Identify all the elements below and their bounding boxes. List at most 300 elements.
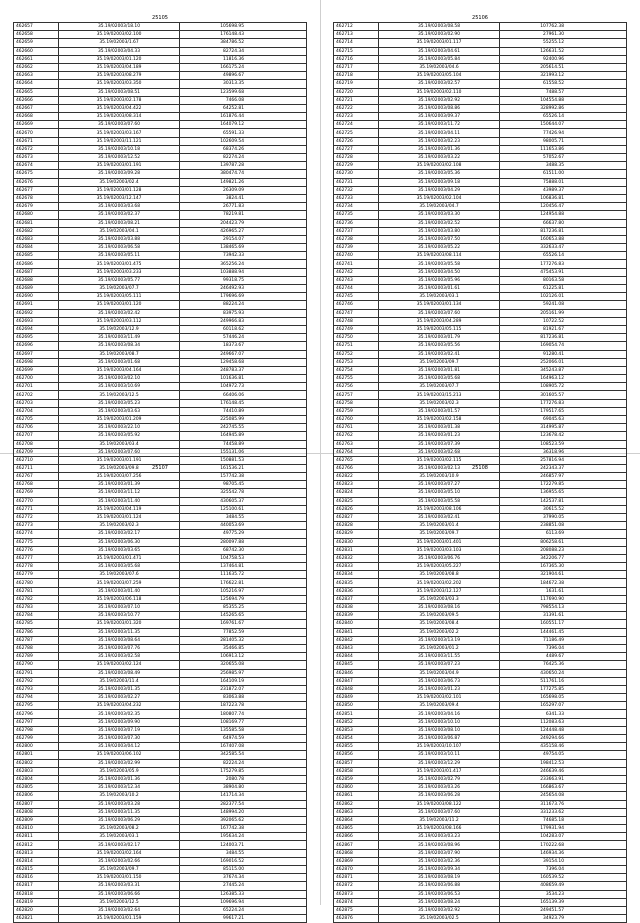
amount-cell: 177276.83 (500, 260, 627, 268)
amount-cell: 37674.34 (180, 874, 307, 882)
row-id-cell: 462867 (334, 841, 379, 849)
amount-cell: 99318.75 (180, 276, 307, 284)
amount-cell: 105216.97 (180, 587, 307, 595)
amount-cell: 160551.17 (500, 620, 627, 628)
row-id-cell: 462776 (14, 546, 59, 554)
table-row (14, 309, 307, 317)
reference-cell: 35.19/02003/10.11 (379, 751, 500, 759)
table-row (14, 579, 307, 587)
amount-cell: 104554.88 (500, 96, 627, 104)
amount-cell: 6113.69 (500, 530, 627, 538)
reference-cell: 35.19/02003/18.10 (59, 23, 180, 31)
reference-cell: 35.19/02003/05.58 (379, 497, 500, 505)
table-row (334, 31, 627, 39)
amount-cell: 29154.07 (180, 235, 307, 243)
row-id-cell: 462660 (14, 47, 59, 55)
reference-cell: 35.19/02003/05.92 (59, 432, 180, 440)
row-id-cell: 462783 (14, 604, 59, 612)
table-row (14, 612, 307, 620)
reference-cell: 35.19/02003/06.29 (59, 816, 180, 824)
table-row (14, 546, 307, 554)
table-row (334, 841, 627, 849)
panel-25107 (13, 464, 307, 923)
row-id-cell: 462695 (14, 334, 59, 342)
row-id-cell: 462668 (14, 113, 59, 121)
amount-cell: 167407.08 (180, 743, 307, 751)
row-id-cell: 462764 (334, 448, 379, 456)
amount-cell: 106913.12 (180, 653, 307, 661)
amount-cell: 35466.85 (180, 644, 307, 652)
amount-cell: 7466.08 (180, 96, 307, 104)
amount-cell: 82274.24 (180, 154, 307, 162)
reference-cell: 35.19/02003/02.10 (59, 375, 180, 383)
amount-cell: 123678.42 (500, 432, 627, 440)
row-id-cell: 462730 (334, 170, 379, 178)
reference-cell: 35.19/02003/01.68 (59, 358, 180, 366)
amount-cell: 77426.94 (500, 129, 627, 137)
amount-cell: 246639.46 (500, 767, 627, 775)
data-table (13, 472, 307, 923)
row-id-cell: 462840 (334, 620, 379, 628)
amount-cell: 82724.34 (180, 47, 307, 55)
reference-cell: 35.19/02003/09.4 (379, 702, 500, 710)
amount-cell: 160653.88 (500, 235, 627, 243)
amount-cell: 160539.52 (500, 874, 627, 882)
reference-cell: 35.19/02003/07.19 (59, 726, 180, 734)
reference-cell: 35.19/02003/12.9 (59, 325, 180, 333)
row-id-cell: 462874 (334, 898, 379, 906)
row-id-cell: 462805 (14, 784, 59, 792)
table-row (14, 129, 307, 137)
reference-cell: 35.19/02003/02.104 (379, 194, 500, 202)
table-row (14, 55, 307, 63)
amount-cell: 39154.10 (500, 857, 627, 865)
row-id-cell: 462832 (334, 554, 379, 562)
table-row (334, 489, 627, 497)
table-row (334, 72, 627, 80)
amount-cell: 145265.65 (180, 612, 307, 620)
reference-cell: 35.19/02003/09.28 (59, 170, 180, 178)
reference-cell: 35.19/02003/02.92 (379, 906, 500, 914)
amount-cell: 124954.88 (500, 211, 627, 219)
row-id-cell: 462811 (14, 833, 59, 841)
amount-cell: 806258.61 (500, 538, 627, 546)
reference-cell: 35.19/02003/03.350 (59, 80, 180, 88)
amount-cell: 136955.65 (500, 489, 627, 497)
reference-cell: 35.19/02003/05.58 (379, 260, 500, 268)
reference-cell: 35.19/02003/04.12 (59, 743, 180, 751)
table-row (334, 88, 627, 96)
table-row (334, 317, 627, 325)
amount-cell: 204423.79 (180, 219, 307, 227)
row-id-cell: 462720 (334, 88, 379, 96)
amount-cell: 49775.29 (180, 530, 307, 538)
reference-cell: 35.19/02003/08.21 (59, 219, 180, 227)
table-row (334, 915, 627, 923)
row-id-cell: 462786 (14, 628, 59, 636)
table-row (14, 759, 307, 767)
panel-title: 25107 (152, 465, 168, 471)
panel-25105 (13, 14, 307, 473)
amount-cell: 166175.24 (180, 63, 307, 71)
amount-cell: 64974.59 (180, 735, 307, 743)
amount-cell: 187223.78 (180, 702, 307, 710)
reference-cell: 35.19/02003/07.39 (379, 440, 500, 448)
reference-cell: 35.19/02003/08.166 (379, 825, 500, 833)
amount-cell: 257816.94 (500, 456, 627, 464)
table-row (14, 554, 307, 562)
reference-cell: 35.19/02003/10.107 (379, 743, 500, 751)
reference-cell: 35.19/02003/12.34 (59, 784, 180, 792)
amount-cell: 817236.81 (500, 334, 627, 342)
row-id-cell: 462777 (14, 554, 59, 562)
reference-cell: 35.19/02003/01.150 (59, 874, 180, 882)
amount-cell: 111653.86 (500, 145, 627, 153)
table-row (334, 366, 627, 374)
amount-cell: 161536.21 (180, 465, 307, 473)
reference-cell: 35.19/02003/02.68 (379, 448, 500, 456)
table-row (14, 628, 307, 636)
table-row (14, 710, 307, 718)
reference-cell: 35.19/02003/02.41 (379, 350, 500, 358)
table-row (14, 301, 307, 309)
row-id-cell: 462861 (334, 792, 379, 800)
reference-cell: 35.19/02003/04.11 (379, 129, 500, 137)
reference-cell: 35.19/02003/08.4 (379, 620, 500, 628)
amount-cell: 81921.67 (500, 325, 627, 333)
amount-cell: 155131.06 (180, 448, 307, 456)
reference-cell: 35.19/02003/13.19 (379, 636, 500, 644)
row-id-cell: 462675 (14, 170, 59, 178)
table-row (334, 513, 627, 521)
row-id-cell: 462710 (14, 456, 59, 464)
amount-cell: 7488.57 (500, 88, 627, 96)
reference-cell: 35.19/02003/02.124 (59, 661, 180, 669)
reference-cell: 35.19/02003/1.67 (59, 39, 180, 47)
amount-cell: 176622.81 (180, 579, 307, 587)
row-id-cell: 462737 (334, 227, 379, 235)
amount-cell: 426965.27 (180, 227, 307, 235)
reference-cell: 35.19/02003/05.11 (59, 252, 180, 260)
amount-cell: 342585.54 (180, 751, 307, 759)
reference-cell: 35.19/02003/01.320 (59, 620, 180, 628)
amount-cell: 65591.33 (180, 129, 307, 137)
table-row (334, 244, 627, 252)
table-row (334, 702, 627, 710)
reference-cell: 35.19/02003/11.55 (379, 653, 500, 661)
amount-cell: 150644.07 (500, 121, 627, 129)
row-id-cell: 462871 (334, 874, 379, 882)
table-row (334, 448, 627, 456)
row-id-cell: 462738 (334, 235, 379, 243)
table-row (334, 113, 627, 121)
amount-cell: 231872.07 (180, 685, 307, 693)
table-row (14, 154, 307, 162)
table-row (334, 432, 627, 440)
table-row (14, 317, 307, 325)
amount-cell: 6341.33 (500, 710, 627, 718)
reference-cell: 35.19/02003/06.87 (379, 735, 500, 743)
amount-cell: 112083.63 (500, 718, 627, 726)
table-row (14, 137, 307, 145)
table-row (334, 726, 627, 734)
amount-cell: 164945.89 (180, 432, 307, 440)
reference-cell: 35.19/02003/04.164 (59, 366, 180, 374)
row-id-cell: 462665 (14, 88, 59, 96)
row-id-cell: 462845 (334, 661, 379, 669)
amount-cell: 108169.77 (180, 718, 307, 726)
amount-cell: 198412.53 (500, 759, 627, 767)
table-row (14, 178, 307, 186)
amount-cell: 149821.26 (180, 178, 307, 186)
table-row (334, 473, 627, 481)
table-row (14, 260, 307, 268)
amount-cell: 129458.68 (180, 358, 307, 366)
table-row (14, 88, 307, 96)
row-id-cell: 462858 (334, 767, 379, 775)
reference-cell: 35.19/02003/11.4 (59, 677, 180, 685)
table-row (14, 890, 307, 898)
amount-cell: 27445.24 (180, 882, 307, 890)
row-id-cell: 462796 (14, 710, 59, 718)
row-id-cell: 462733 (334, 194, 379, 202)
table-row (334, 825, 627, 833)
row-id-cell: 462828 (334, 522, 379, 530)
table-row (14, 530, 307, 538)
panel-title: 25108 (472, 465, 488, 471)
row-id-cell: 462793 (14, 685, 59, 693)
reference-cell: 35.19/02003/02.79 (379, 775, 500, 783)
row-id-cell: 462740 (334, 252, 379, 260)
row-id-cell: 462800 (14, 743, 59, 751)
table-row (14, 121, 307, 129)
row-id-cell: 462763 (334, 440, 379, 448)
amount-cell: 126385.33 (180, 890, 307, 898)
row-id-cell: 462823 (334, 481, 379, 489)
amount-cell: 75888.01 (500, 178, 627, 186)
reference-cell: 35.19/02003/01.120 (59, 301, 180, 309)
table-row (14, 39, 307, 47)
reference-cell: 35.19/02003/10.77 (59, 612, 180, 620)
amount-cell: 252066.01 (500, 358, 627, 366)
amount-cell: 321904.61 (500, 571, 627, 579)
amount-cell: 169761.67 (180, 620, 307, 628)
row-id-cell: 462856 (334, 751, 379, 759)
table-row (14, 571, 307, 579)
reference-cell: 35.19/02003/01.417 (379, 767, 500, 775)
row-id-cell: 462770 (14, 497, 59, 505)
table-row (334, 792, 627, 800)
row-id-cell: 462757 (334, 391, 379, 399)
row-id-cell: 462704 (14, 407, 59, 415)
reference-cell: 35.19/02003/01.23 (379, 685, 500, 693)
table-row (14, 219, 307, 227)
table-row (334, 808, 627, 816)
row-id-cell: 462736 (334, 219, 379, 227)
reference-cell: 35.19/02003/02.23 (379, 137, 500, 145)
table-row (334, 325, 627, 333)
row-id-cell: 462813 (14, 849, 59, 857)
table-row (334, 816, 627, 824)
table-row (334, 759, 627, 767)
reference-cell: 35.19/02003/03.26 (379, 784, 500, 792)
row-id-cell: 462855 (334, 743, 379, 751)
row-id-cell: 462797 (14, 718, 59, 726)
table-row (14, 325, 307, 333)
amount-cell: 205614.51 (500, 63, 627, 71)
reference-cell: 35.19/02003/06.102 (59, 751, 180, 759)
reference-cell: 35.19/02003/05.36 (379, 170, 500, 178)
row-id-cell: 462824 (334, 489, 379, 497)
table-row (14, 661, 307, 669)
amount-cell: 179517.65 (500, 407, 627, 415)
amount-cell: 61511.00 (500, 170, 627, 178)
table-row (14, 595, 307, 603)
row-id-cell: 462758 (334, 399, 379, 407)
row-id-cell: 462690 (14, 293, 59, 301)
row-id-cell: 462827 (334, 513, 379, 521)
row-id-cell: 462876 (334, 915, 379, 923)
table-row (14, 735, 307, 743)
reference-cell: 35.19/02003/01.191 (59, 162, 180, 170)
amount-cell: 125100.61 (180, 505, 307, 513)
amount-cell: 49896.67 (180, 72, 307, 80)
amount-cell: 384786.52 (180, 39, 307, 47)
table-row (334, 170, 627, 178)
table-row (334, 154, 627, 162)
table-row (14, 375, 307, 383)
row-id-cell: 462808 (14, 808, 59, 816)
reference-cell: 35.19/02003/09.7 (59, 866, 180, 874)
reference-cell: 35.19/02003/07.76 (59, 644, 180, 652)
reference-cell: 35.19/02003/05.56 (379, 342, 500, 350)
reference-cell: 35.19/02003/02.37 (59, 211, 180, 219)
row-id-cell: 462676 (14, 178, 59, 186)
row-id-cell: 462795 (14, 702, 59, 710)
amount-cell: 98705.45 (180, 481, 307, 489)
amount-cell: 120456.47 (500, 203, 627, 211)
table-row (334, 301, 627, 309)
amount-cell: 179696.69 (180, 293, 307, 301)
table-row (334, 350, 627, 358)
reference-cell: 35.19/02003/12.147 (59, 194, 180, 202)
table-row (14, 293, 307, 301)
row-id-cell: 462873 (334, 890, 379, 898)
row-id-cell: 462755 (334, 375, 379, 383)
amount-cell: 242745.55 (180, 424, 307, 432)
table-row (14, 170, 307, 178)
amount-cell: 169054.74 (500, 342, 627, 350)
table-row (14, 481, 307, 489)
amount-cell: 107762.38 (500, 23, 627, 31)
row-id-cell: 462791 (14, 669, 59, 677)
amount-cell: 64252.81 (180, 104, 307, 112)
row-id-cell: 462754 (334, 366, 379, 374)
amount-cell: 65526.14 (500, 252, 627, 260)
reference-cell: 35.19/02003/03.1 (379, 293, 500, 301)
reference-cell: 35.19/02003/04.29 (379, 186, 500, 194)
table-row (14, 906, 307, 914)
row-id-cell: 462760 (334, 416, 379, 424)
amount-cell: 311673.76 (500, 800, 627, 808)
amount-cell: 91280.41 (500, 350, 627, 358)
table-row (334, 260, 627, 268)
amount-cell: 30313.35 (180, 80, 307, 88)
row-id-cell: 462686 (14, 260, 59, 268)
table-row (334, 784, 627, 792)
table-row (14, 538, 307, 546)
table-row (14, 874, 307, 882)
row-id-cell: 462802 (14, 759, 59, 767)
row-id-cell: 462694 (14, 325, 59, 333)
table-row (14, 72, 307, 80)
table-row (14, 342, 307, 350)
row-id-cell: 462780 (14, 579, 59, 587)
amount-cell: 256985.97 (180, 669, 307, 677)
row-id-cell: 462741 (334, 260, 379, 268)
reference-cell: 35.19/02003/05.22 (379, 244, 500, 252)
table-row (334, 399, 627, 407)
reference-cell: 35.19/02003/06.58 (59, 244, 180, 252)
table-row (14, 383, 307, 391)
amount-cell: 65526.14 (500, 113, 627, 121)
row-id-cell: 462681 (14, 219, 59, 227)
amount-cell: 3824.41 (180, 194, 307, 202)
row-id-cell: 462688 (14, 276, 59, 284)
row-id-cell: 462778 (14, 563, 59, 571)
amount-cell: 314995.87 (500, 424, 627, 432)
table-row (334, 80, 627, 88)
table-row (334, 857, 627, 865)
row-id-cell: 462750 (334, 334, 379, 342)
table-row (334, 268, 627, 276)
amount-cell: 3488.35 (500, 162, 627, 170)
reference-cell: 35.19/02003/06.88 (379, 882, 500, 890)
table-row (334, 661, 627, 669)
table-row (334, 334, 627, 342)
table-row (14, 587, 307, 595)
row-id-cell: 462771 (14, 505, 59, 513)
amount-cell: 342206.77 (500, 554, 627, 562)
reference-cell: 35.19/02003/10.69 (59, 383, 180, 391)
row-id-cell: 462707 (14, 432, 59, 440)
amount-cell: 77852.59 (180, 628, 307, 636)
row-id-cell: 462702 (14, 391, 59, 399)
row-id-cell: 462739 (334, 244, 379, 252)
table-row (14, 775, 307, 783)
table-row (14, 366, 307, 374)
table-row (334, 906, 627, 914)
row-id-cell: 462870 (334, 866, 379, 874)
reference-cell: 35.19/02003/11.40 (59, 497, 180, 505)
table-row (334, 63, 627, 71)
amount-cell: 167742.38 (180, 825, 307, 833)
amount-cell: 61558.52 (500, 80, 627, 88)
row-id-cell: 462693 (14, 317, 59, 325)
reference-cell: 35.19/02003/08.7 (59, 350, 180, 358)
reference-cell: 35.19/02003/03.23 (379, 833, 500, 841)
table-row (334, 219, 627, 227)
reference-cell: 35.19/02003/03.22 (379, 154, 500, 162)
amount-cell: 2080.78 (180, 775, 307, 783)
reference-cell: 35.19/02003/01.36 (59, 775, 180, 783)
row-id-cell: 462814 (14, 857, 59, 865)
row-id-cell: 462815 (14, 866, 59, 874)
amount-cell: 179931.94 (500, 825, 627, 833)
amount-cell: 157742.38 (180, 473, 307, 481)
row-id-cell: 462687 (14, 268, 59, 276)
row-id-cell: 462850 (334, 702, 379, 710)
